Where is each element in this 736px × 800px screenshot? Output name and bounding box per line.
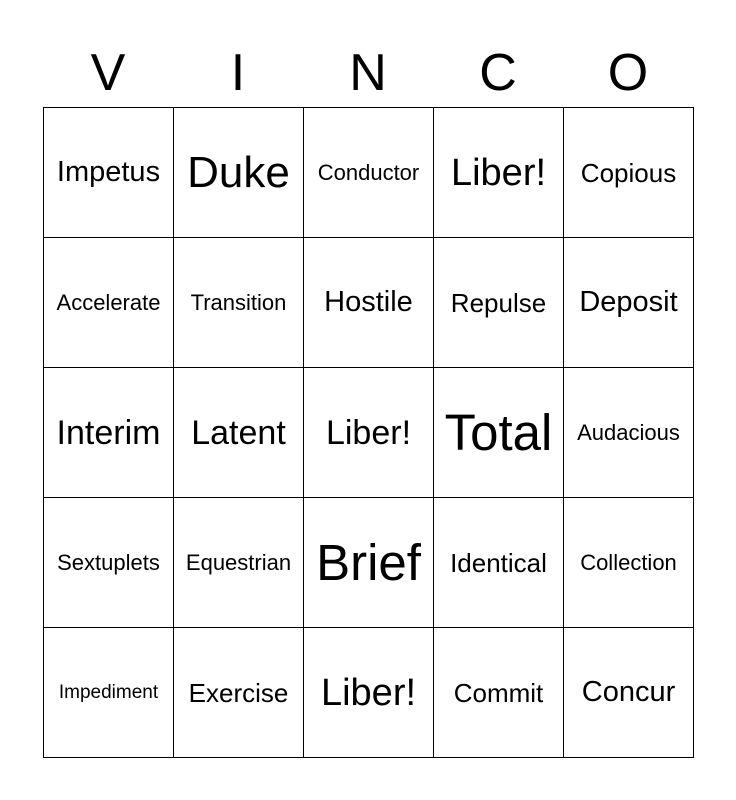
header-letter-n: N <box>349 44 387 102</box>
bingo-cell[interactable]: Audacious <box>564 368 694 498</box>
bingo-cell[interactable]: Duke <box>174 108 304 238</box>
header-letter-v: V <box>90 44 126 102</box>
bingo-cell[interactable]: Impediment <box>44 628 174 758</box>
bingo-cell[interactable]: Impetus <box>44 108 174 238</box>
bingo-cell[interactable]: Total <box>434 368 564 498</box>
bingo-cell[interactable]: Sextuplets <box>44 498 174 628</box>
bingo-cell[interactable]: Liber! <box>304 628 434 758</box>
bingo-cell[interactable]: Liber! <box>304 368 434 498</box>
bingo-header <box>43 40 693 106</box>
bingo-cell[interactable]: Repulse <box>434 238 564 368</box>
bingo-cell[interactable]: Interim <box>44 368 174 498</box>
bingo-cell[interactable]: Latent <box>174 368 304 498</box>
bingo-cell[interactable]: Transition <box>174 238 304 368</box>
bingo-cell[interactable]: Identical <box>434 498 564 628</box>
bingo-cell[interactable]: Hostile <box>304 238 434 368</box>
bingo-cell[interactable]: Equestrian <box>174 498 304 628</box>
header-letter-i: I <box>230 44 246 102</box>
bingo-cell[interactable]: Exercise <box>174 628 304 758</box>
header-letter-o: O <box>607 44 649 102</box>
bingo-cell[interactable]: Liber! <box>434 108 564 238</box>
bingo-cell[interactable]: Conductor <box>304 108 434 238</box>
header-letter-c: C <box>479 44 517 102</box>
bingo-cell[interactable]: Concur <box>564 628 694 758</box>
bingo-cell[interactable]: Brief <box>304 498 434 628</box>
bingo-cell[interactable]: Deposit <box>564 238 694 368</box>
bingo-cell[interactable]: Collection <box>564 498 694 628</box>
bingo-cell[interactable]: Commit <box>434 628 564 758</box>
bingo-cell[interactable]: Copious <box>564 108 694 238</box>
bingo-cell[interactable]: Accelerate <box>44 238 174 368</box>
bingo-grid <box>43 107 694 758</box>
